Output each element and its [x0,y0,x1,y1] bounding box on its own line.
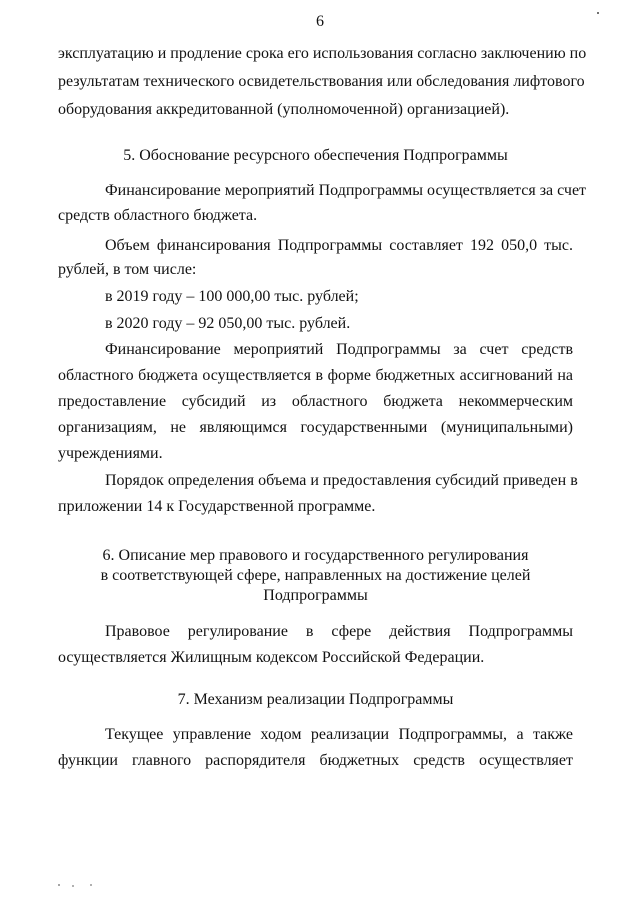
text-line: в 2020 году – 92 050,00 тыс. рублей. [105,315,351,332]
text-line: Финансирование мероприятий Подпрограммы за счет средств [105,341,573,358]
section-heading-6-line1: 6. Описание мер правового и государственного регулирования [102,547,529,564]
section-heading-7: 7. Механизм реализации Подпрограммы [177,691,454,708]
scan-speck [72,885,74,887]
section-heading-6-line2: в соответствующей сфере, направленных на достижение целей [100,567,531,584]
text-line: эксплуатацию и продление срока его использования согласно заключению по [58,45,587,62]
scan-speck [58,884,60,886]
section-heading-5: 5. Обоснование ресурсного обеспечения Подпрограммы [123,147,508,164]
text-line: областного бюджета осуществляется в форме бюджетных ассигнований на [58,367,573,384]
text-line: в 2019 году – 100 000,00 тыс. рублей; [105,288,359,305]
text-line: Финансирование мероприятий Подпрограммы осуществляется за счет [105,182,587,199]
text-line: учреждениями. [58,445,163,462]
page-number: 6 [316,13,324,30]
text-line: организациям, не являющимся государственными (муниципальными) [58,419,573,436]
text-line: результатам технического освидетельствования или обследования лифтового [58,73,585,90]
text-line: осуществляется Жилищным кодексом Российской Федерации. [58,649,485,666]
text-line: предоставление субсидий из областного бюджета некоммерческим [58,393,573,410]
scan-speck [597,12,599,14]
scan-speck [90,884,92,886]
text-line: Объем финансирования Подпрограммы составляет 192 050,0 тыс. [105,237,573,254]
text-line: Порядок определения объема и предоставления субсидий приведен в [105,472,578,489]
text-line: функции главного распорядителя бюджетных средств осуществляет [58,752,573,769]
text-line: оборудования аккредитованной (уполномоченной) организацией). [58,101,510,118]
text-line: рублей, в том числе: [58,261,197,278]
text-line: Текущее управление ходом реализации Подпрограммы, а также [105,726,573,743]
text-line: приложении 14 к Государственной программе. [58,498,376,515]
text-line: средств областного бюджета. [58,207,258,224]
section-heading-6-line3: Подпрограммы [263,587,368,604]
text-line: Правовое регулирование в сфере действия Подпрограммы [105,623,573,640]
